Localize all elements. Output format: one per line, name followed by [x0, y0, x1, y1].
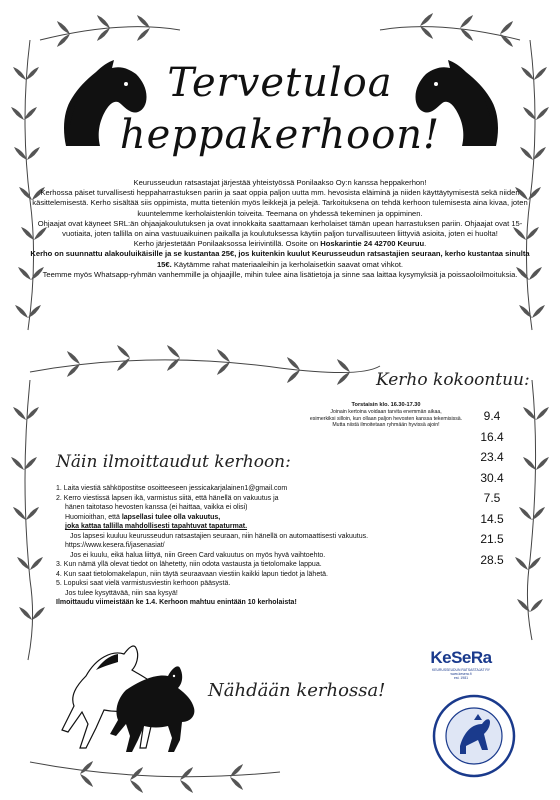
registration-steps: [56, 484, 386, 608]
address-text: Kerho järjestetään Ponilaaksossa leirivintillä. Osoite on: [133, 239, 321, 249]
schedule-time: Torstaisin klo. 16.30-17.30: [351, 402, 421, 408]
date-item: 14.5: [480, 511, 504, 526]
step-item: Jos ei kuulu, eikä halua liittyä, niin Green Card vakuutus on myös hyvä vaihtoehto.: [70, 551, 326, 559]
schedule-note: Joinain kertoina voidaan tarvita enemmän aikaa,: [330, 408, 442, 415]
date-item: 28.5: [480, 552, 504, 567]
logo-url: www.kesera.fi: [450, 672, 472, 676]
intro-paragraph: Teemme myös Whatsapp-ryhmän vanhemmille ja ohjaajille, mihin tulee aina lisätietoja ja sinne saa laittaa kysymyksiä ja poissaoloilmoituksia.: [42, 269, 518, 279]
schedule-note: Mutta niistä ilmoitetaan ryhmään hyvissä ajoin!: [332, 422, 440, 429]
date-item: 7.5: [483, 491, 501, 505]
logo-subtitle: KEURUSSEUDUN RATSASTAJAT RY: [431, 668, 491, 672]
membership-link[interactable]: https://www.kesera.fi/jasenasiat/: [65, 542, 165, 549]
schedule-info: [300, 402, 472, 429]
club-seal-icon: [432, 694, 516, 778]
step-item: 1. Laita viestiä sähköpostitse osoitteeseen jessicakarjalainen1@gmail.com: [56, 485, 288, 492]
date-list: [470, 406, 514, 570]
insurance-bold: lapsellasi tulee olla vakuutus,: [121, 513, 221, 521]
closing-text: Nähdään kerhossa!: [208, 680, 386, 701]
registration-title: Näin ilmoittaudut kerhoon:: [56, 452, 291, 472]
intro-paragraph: Ohjaajat ovat käyneet SRL:än ohjaajakoulutuksen ja ovat innokkaita saattamaan kerholaiset tämän upean harrastuksen pariin. Ohjaajat ovat 15-vuotiaita, joten tallilla on aina vastuuaikuinen paikalla ja koulutuksessa käytiin paljon turvallisuuteen liittyviä asioita, joten ei huolta!: [37, 218, 523, 239]
logo-year: est. 1981: [454, 676, 468, 680]
page-title-line2: heppakerhoon!: [119, 112, 441, 158]
schedule-note: esimerkiksi silloin, kun ollaan paljon hevosten kanssa tekemisissä.: [309, 415, 463, 422]
step-item: Jos tulee kysyttävää, niin saa kysyä!: [65, 589, 178, 597]
step-item: 4. Kun saat tietolomakelapun, niin täytä seuraavaan viestiin kaikki lapun tiedot ja lähetä.: [56, 570, 329, 578]
date-item: 16.4: [480, 429, 504, 444]
price-info: Kerho on suunnattu alakouluikäisille ja se kustantaa 25€, jos kuitenkin kuulut Keurusseudun ratsastajien seuraan, kerho kustantaa sinulta 15€.: [30, 249, 530, 269]
schedule-title: Kerho kokoontuu:: [376, 370, 530, 390]
kesera-logo: [416, 648, 506, 680]
date-item: 21.5: [480, 532, 504, 546]
step-item: 3. Kun nämä yllä olevat tiedot on lähetetty, niin odota vastausta ja tietolomake lappua.: [56, 561, 322, 568]
date-item: 30.4: [480, 470, 504, 485]
insurance-coverage: joka kattaa tallilla mahdollisesti tapahtuvat tapaturmat.: [65, 523, 248, 530]
price-note: Käytämme rahat materiaaleihin ja kerholaisetkin saavat omat vihkot.: [171, 259, 404, 269]
date-item: 23.4: [480, 450, 504, 464]
step-item: 2. Kerro viestissä lapsen ikä, varmistus siitä, että hänellä on vakuutus ja: [56, 494, 279, 502]
deadline-text: Ilmoittaudu viimeistään ke 1.4. Kerhoon mahtuu enintään 10 kerholaista!: [56, 599, 297, 606]
address-end: .: [424, 239, 427, 249]
address: Hoskarintie 24 42700 Keuruu: [320, 239, 425, 249]
intro-paragraph: Keurusseudun ratsastajat järjestää yhteistyössä Ponilaakso Oy:n kanssa heppakerhon!: [133, 178, 427, 187]
page-title: Tervetuloa: [167, 60, 393, 106]
step-item: 5. Lopuksi saat vielä varmistusviestin kerhoon pääsystä.: [56, 580, 231, 587]
running-horses-icon: [56, 636, 204, 754]
insurance-note: [56, 513, 386, 523]
insurance-text: Huomioithan, että: [65, 513, 122, 521]
date-item: 9.4: [483, 409, 501, 423]
intro-text: [28, 178, 532, 280]
address-paragraph: [28, 239, 532, 249]
kesera-wordmark: KeSeRa: [430, 648, 492, 667]
price-paragraph: [28, 249, 532, 269]
step-item: hänen taitotaso hevosten kanssa (ei haittaa, vaikka ei olisi): [65, 504, 248, 511]
step-item: Jos lapsesi kuuluu keurusseudun ratsastajien seuraan, niin hänellä on automaattisesti vakuutus.: [70, 532, 369, 540]
intro-paragraph: Kerhossa päiset turvallisesti heppaharrastuksen pariin ja saat oppia paljon uutta mm. hevosista eläiminä ja niiden käyttäytymisestä sekä niiden käsittelemisestä. Kerho sisältää siis oppimista, mutta tietenkin myös leikkejä ja pelejä. Tarkoituksena on tehdä kerhoon tulemisesta aina kivaa, joten kuuntelemme kerholaistenkin toiveita. Teemana on yhdessä tekeminen ja oppiminen.: [32, 188, 528, 218]
